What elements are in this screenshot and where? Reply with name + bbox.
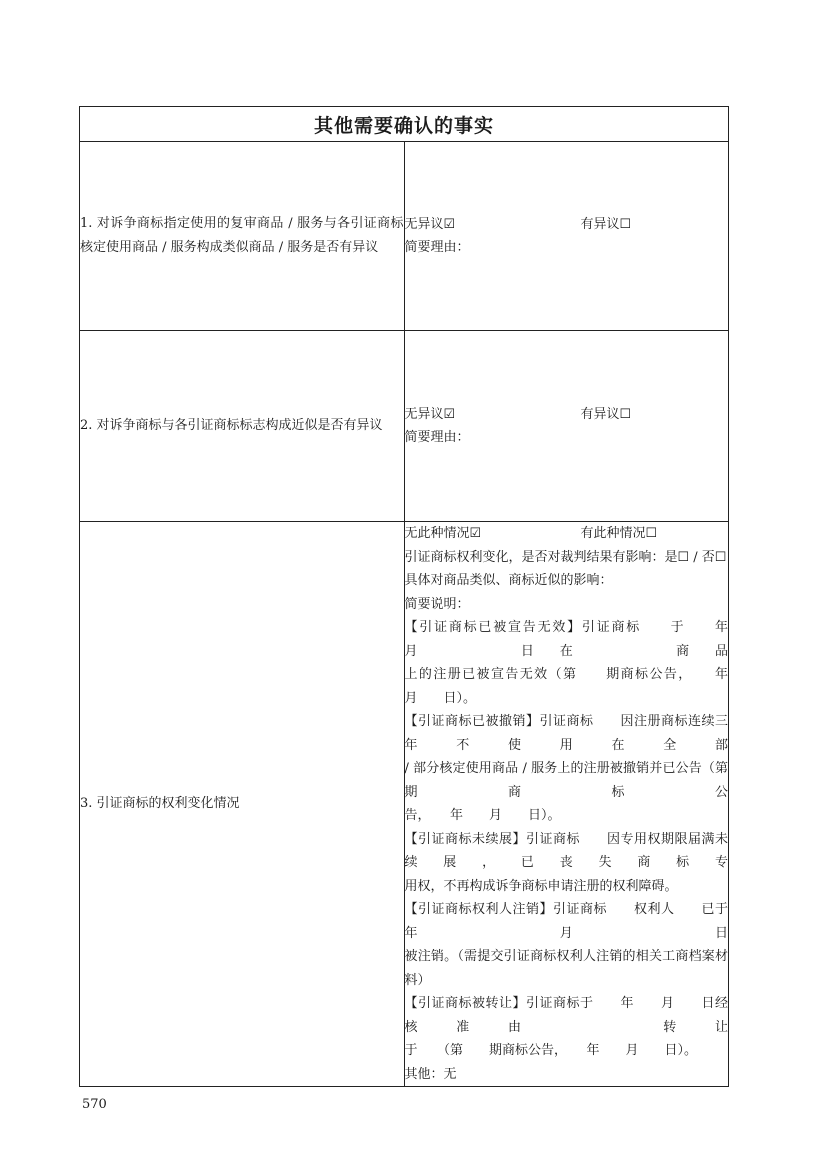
question-2: 2. 对诉争商标与各引证商标标志构成近似是否有异议: [80, 331, 405, 522]
option-no-such-case-checkbox[interactable]: 无此种情况☑: [404, 526, 482, 541]
option-no-objection-checkbox[interactable]: 无异议☑: [404, 406, 456, 422]
options-2: [405, 403, 729, 427]
invalidated-text-cont: 上的注册已被宣告无效（第 期商标公告， 年 月 日）。: [404, 667, 755, 706]
other-text: 其他：无: [404, 1066, 457, 1082]
impact-detail-label: 具体对商品类似、商标近似的影响：: [404, 573, 613, 588]
answer-3: [404, 522, 755, 1087]
not-renewed-text: 【引证商标未续展】引证商标 因专用权期限届满未续展，已丧失商标专: [404, 831, 728, 870]
facts-table: [79, 106, 755, 1087]
option-objection-checkbox[interactable]: 有异议☐: [580, 406, 632, 422]
answer-2: [404, 331, 729, 522]
holder-cancelled-text-cont: 被注销。（需提交引证商标权利人注销的相关工商档案材料）: [404, 949, 728, 988]
transferred-text: 【引证商标被转让】引证商标于 年 月 日经核准由 转让: [404, 996, 728, 1035]
option-objection-checkbox[interactable]: 有异议☐: [580, 216, 632, 232]
reason-label-1: 简要理由：: [404, 240, 470, 255]
options-3: [405, 522, 729, 546]
revoked-text: 【引证商标已被撤销】引证商标 因注册商标连续三年不使用在全部: [404, 714, 728, 753]
option-no-objection-checkbox[interactable]: 无异议☑: [404, 216, 456, 232]
reason-label-2: 简要理由：: [404, 430, 470, 445]
not-renewed-text-cont: 用权，不再构成诉争商标申请注册的权利障碍。: [404, 878, 678, 894]
brief-note-label: 简要说明：: [404, 596, 470, 612]
options-1: [405, 213, 729, 237]
transferred-text-cont: 于 （第 期商标公告， 年 月 日）。: [404, 1043, 698, 1058]
table-row: [80, 522, 729, 1087]
page-number: 570: [82, 1097, 107, 1112]
question-3: 3. 引证商标的权利变化情况: [80, 522, 405, 1087]
option-has-such-case-checkbox[interactable]: 有此种情况☐: [580, 526, 658, 541]
answer-1: [404, 142, 729, 331]
table-row: [80, 142, 729, 331]
invalidated-text: 【引证商标已被宣告无效】引证商标 于 年 月 日在 商品: [404, 620, 755, 659]
revoked-text-end: 告， 年 月 日）。: [404, 808, 561, 823]
holder-cancelled-text: 【引证商标权利人注销】引证商标 权利人 已于 年 月 日: [404, 902, 755, 941]
question-1: 1. 对诉争商标指定使用的复审商品 / 服务与各引证商标核定使用商品 / 服务构成类似商品 / 服务是否有异议: [80, 142, 405, 331]
table-row: [80, 331, 729, 522]
table-title: 其他需要确认的事实: [80, 107, 729, 142]
revoked-text-cont: / 部分核定使用商品 / 服务上的注册被撤销并已公告（第 期商标公: [404, 761, 755, 800]
impact-question: 引证商标权利变化，是否对裁判结果有影响：是☐ / 否☐: [404, 549, 727, 565]
